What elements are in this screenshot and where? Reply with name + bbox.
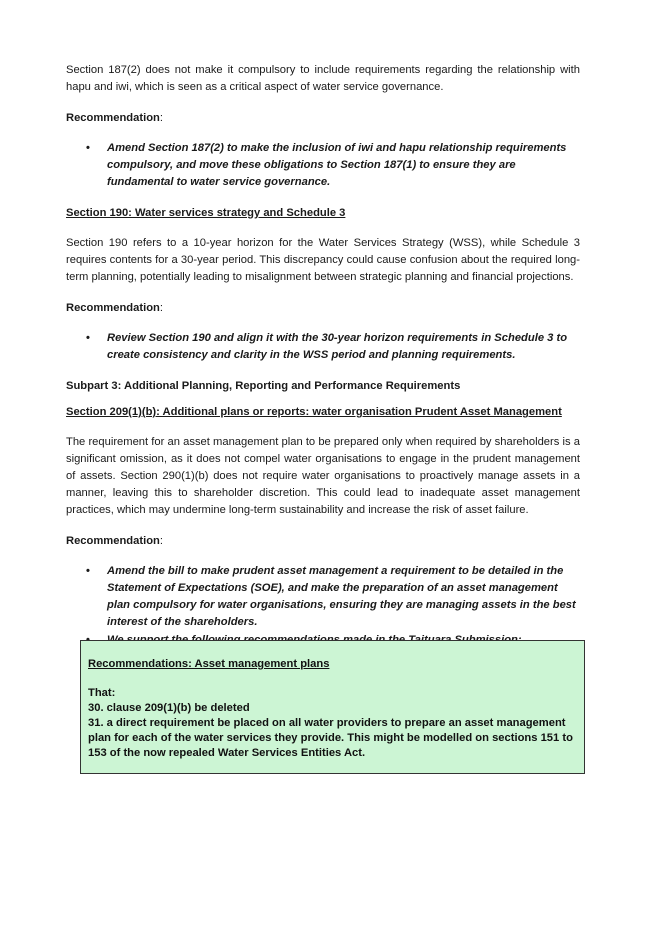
recommendation-colon: : [159, 302, 163, 314]
recommendation-label-209 [66, 533, 580, 550]
recommendation-item [66, 140, 580, 191]
section-190-paragraph: Section 190 refers to a 10-year horizon for the Water Services Strategy (WSS), while Schedule 3 requires contents for a 30-year period. This discrepancy could cause confusion about the required long-term planning, potentially leading to misalignment between strategic planning and financial projections. [66, 237, 580, 283]
document-page [66, 62, 580, 663]
section-209-paragraph: The requirement for an asset management plan to be prepared only when required by shareholders is a significant omission, as it does not compel water organisations to engage in the prudent management of assets. Section 290(1)(b) does not require water organisations to proactively manage assets in a manner, leaving this to shareholder discretion. This could lead to inadequate asset management practices, which may undermine long-term sustainability and increase the risk of asset failure. [66, 436, 580, 516]
box-item-30: 30. clause 209(1)(b) be deleted [88, 702, 250, 714]
recommendation-item [66, 330, 580, 364]
recommendation-text: Review Section 190 and align it with the 30-year horizon requirements in Schedule 3 to create consistency and clarity in the WSS period and planning requirements. [107, 332, 568, 361]
section-209-heading: Section 209(1)(b): Additional plans or reports: water organisation Prudent Asset Management [66, 406, 562, 418]
box-item-31: 31. a direct requirement be placed on all water providers to prepare an asset management plan for each of the water services they provide. This might be modelled on sections 151 to 153 of the now repealed Water Services Entities Act. [88, 717, 573, 759]
recommendation-item [66, 563, 580, 631]
recommendation-list-190 [66, 330, 580, 364]
bullet-icon: • [86, 142, 90, 154]
subpart-3-heading: Subpart 3: Additional Planning, Reporting and Performance Requirements [66, 380, 461, 392]
recommendation-text: Amend Section 187(2) to make the inclusion of iwi and hapu relationship requirements compulsory, and move these obligations to Section 187(1) to ensure they are fundamental to water service governance. [107, 142, 567, 188]
box-title: Recommendations: Asset management plans [88, 658, 330, 670]
section-187-paragraph: Section 187(2) does not make it compulsory to include requirements regarding the relationship with hapu and iwi, which is seen as a critical aspect of water service governance. [66, 64, 580, 93]
recommendation-label-text: Recommendation [66, 302, 160, 314]
recommendation-list-209 [66, 563, 580, 649]
recommendation-colon: : [159, 112, 163, 124]
box-that-label: That: [88, 687, 116, 699]
recommendation-label-190 [66, 300, 580, 317]
recommendation-label-text: Recommendation [66, 535, 160, 547]
section-190-heading: Section 190: Water services strategy and Schedule 3 [66, 207, 346, 219]
recommendation-colon: : [159, 535, 163, 547]
recommendation-text: Amend the bill to make prudent asset management a requirement to be detailed in the Statement of Expectations (SOE), and make the preparation of an asset management plan compulsory for water organisations, ensuring they are managing assets in the best interest of the shareholders. [107, 565, 576, 628]
recommendation-label-187 [66, 110, 580, 127]
recommendation-label-text: Recommendation [66, 112, 160, 124]
asset-management-recommendations-box [80, 640, 585, 774]
bullet-icon: • [86, 565, 90, 577]
recommendation-list-187 [66, 140, 580, 191]
bullet-icon: • [86, 332, 90, 344]
